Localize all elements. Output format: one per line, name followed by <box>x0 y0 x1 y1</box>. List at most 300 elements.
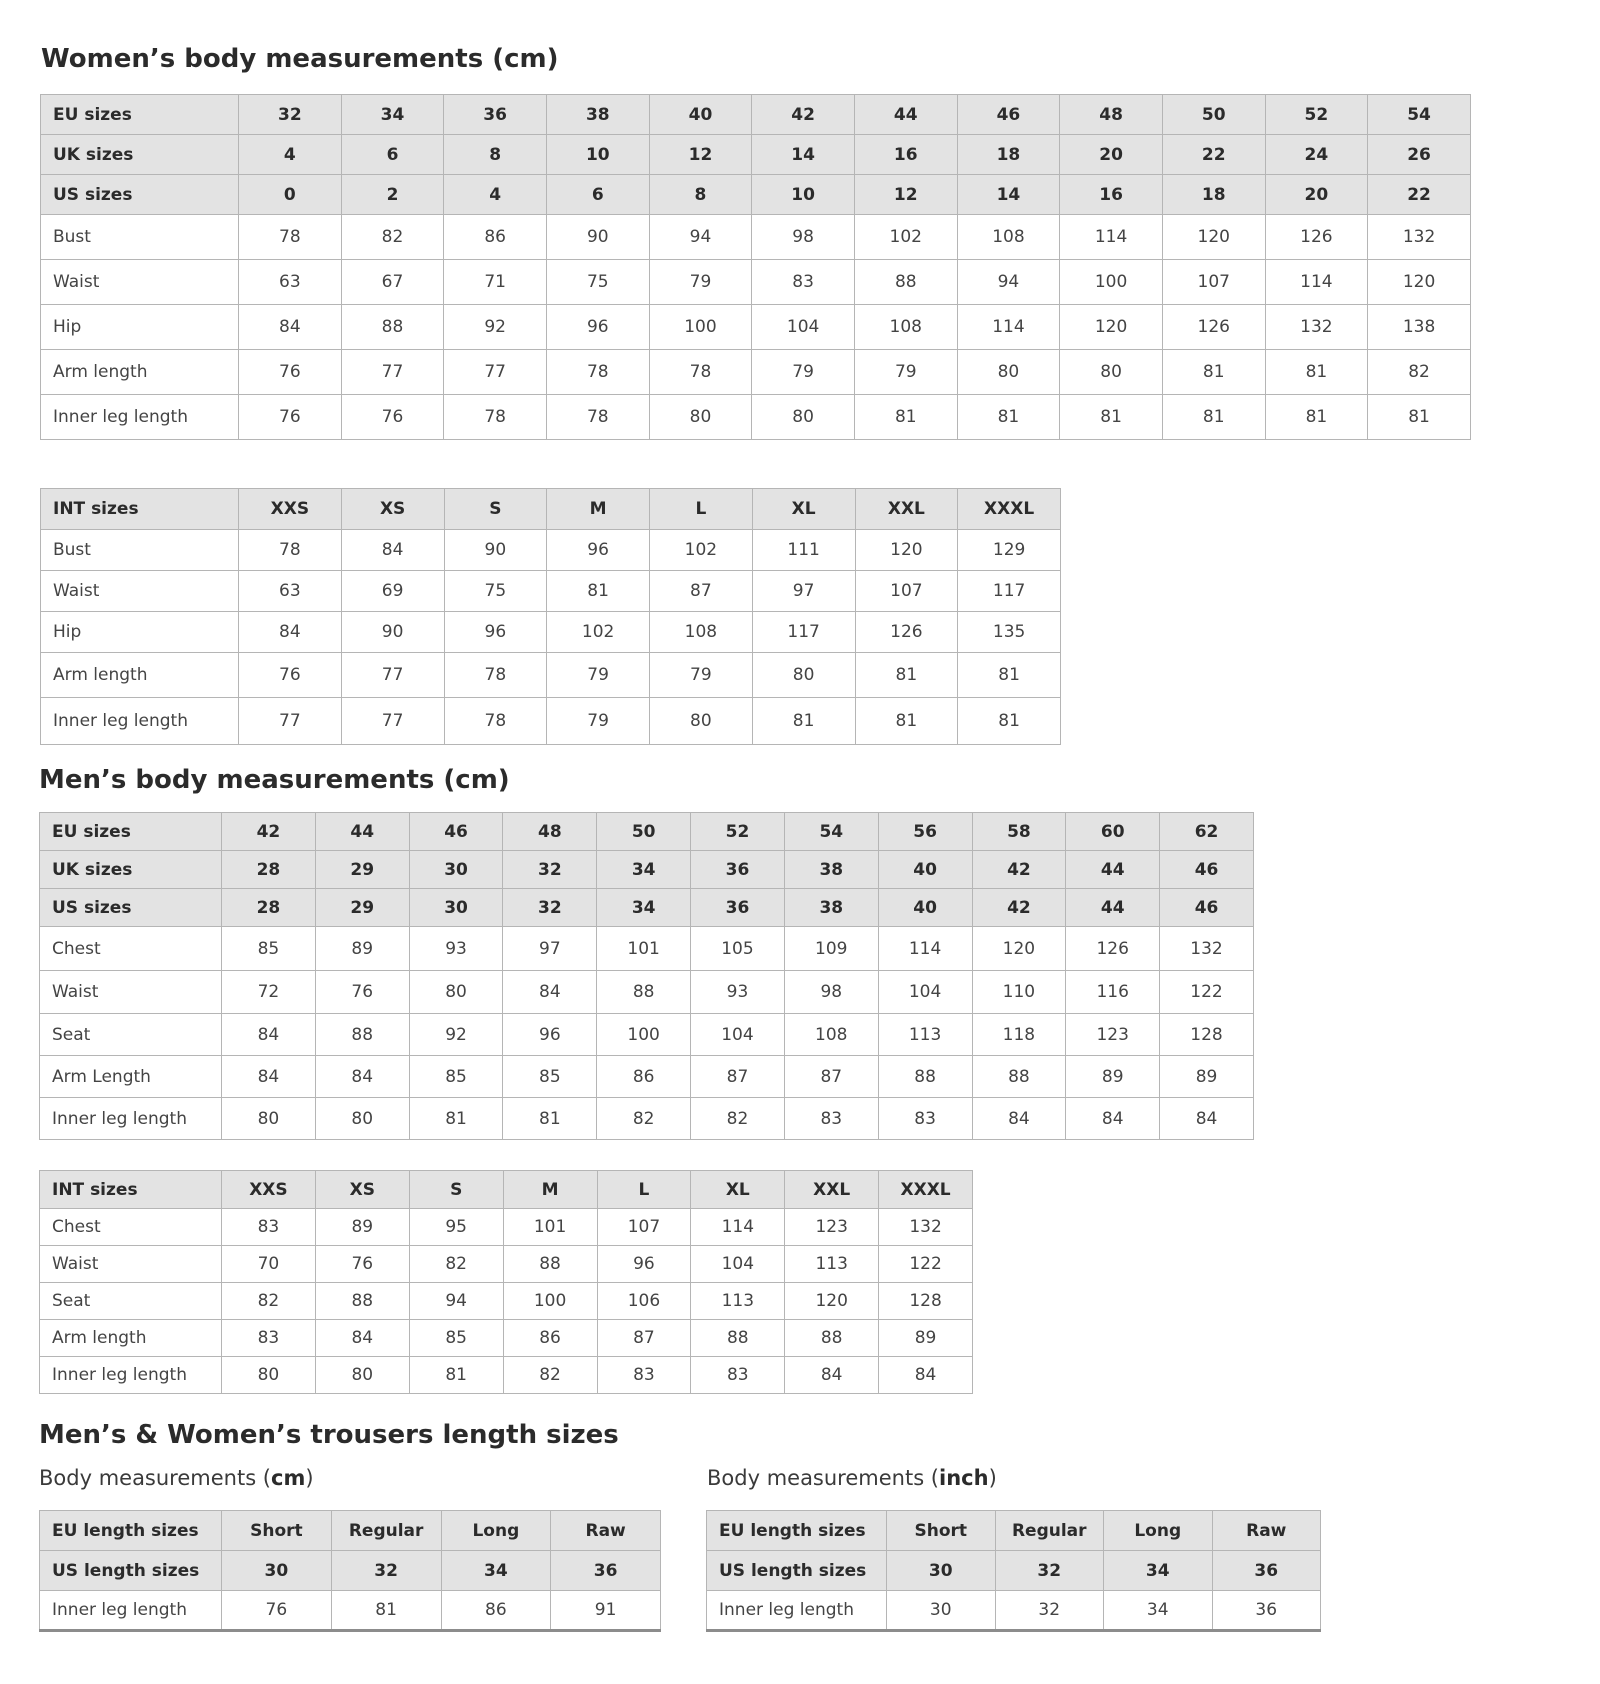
measurement-cell: 120 <box>972 927 1066 971</box>
measurement-cell: 128 <box>879 1283 973 1320</box>
measurement-cell: 114 <box>878 927 972 971</box>
measurement-cell: 87 <box>784 1056 878 1098</box>
measurement-cell: 105 <box>691 927 785 971</box>
measurement-cell: 30 <box>887 1591 996 1631</box>
measurement-cell: 92 <box>444 305 547 350</box>
size-header-cell: 8 <box>649 175 752 215</box>
size-header-cell: 60 <box>1066 813 1160 851</box>
measurement-cell: 78 <box>239 215 342 260</box>
measurement-cell: 92 <box>409 1014 503 1056</box>
size-header-cell: 26 <box>1368 135 1471 175</box>
measurement-cell: 108 <box>650 612 753 653</box>
measurement-cell: 80 <box>315 1098 409 1140</box>
size-header-cell: 30 <box>409 889 503 927</box>
size-header-cell: XS <box>341 489 444 530</box>
measurement-cell: 81 <box>1162 395 1265 440</box>
measurement-cell: 77 <box>341 698 444 745</box>
measurement-cell: 117 <box>958 571 1061 612</box>
size-header-cell: 28 <box>222 889 316 927</box>
measurement-cell: 120 <box>785 1283 879 1320</box>
size-header-cell: 32 <box>331 1551 441 1591</box>
size-header-cell: M <box>503 1171 597 1209</box>
size-header-cell: XXXL <box>958 489 1061 530</box>
measurement-cell: 87 <box>691 1056 785 1098</box>
trousers-cm-subtitle <box>39 1466 314 1490</box>
measurement-cell: 86 <box>597 1056 691 1098</box>
measurement-cell: 76 <box>315 971 409 1014</box>
row-label: Inner leg length <box>41 395 239 440</box>
size-header-cell: 30 <box>409 851 503 889</box>
measurement-cell: 79 <box>547 653 650 698</box>
size-header-cell: Long <box>1104 1511 1213 1551</box>
measurement-cell: 85 <box>409 1320 503 1357</box>
size-header-cell: 48 <box>1060 95 1163 135</box>
size-header-cell: 38 <box>784 889 878 927</box>
measurement-cell: 82 <box>691 1098 785 1140</box>
row-label: EU sizes <box>40 813 222 851</box>
measurement-cell: 84 <box>341 530 444 571</box>
size-header-cell: 32 <box>503 851 597 889</box>
table-row <box>40 1014 1254 1056</box>
size-header-cell: 46 <box>957 95 1060 135</box>
size-header-cell: 44 <box>1066 851 1160 889</box>
size-header-cell: 10 <box>546 135 649 175</box>
size-header-cell: 34 <box>597 851 691 889</box>
size-header-cell: 6 <box>546 175 649 215</box>
size-header-cell: Raw <box>1212 1511 1321 1551</box>
measurement-cell: 71 <box>444 260 547 305</box>
measurement-cell: 110 <box>972 971 1066 1014</box>
men-eu-size-table <box>39 812 1254 1140</box>
size-header-cell: 46 <box>1160 851 1254 889</box>
size-header-cell: 46 <box>409 813 503 851</box>
measurement-cell: 78 <box>444 698 547 745</box>
measurement-cell: 81 <box>331 1591 441 1631</box>
size-header-cell: 44 <box>1066 889 1160 927</box>
size-header-cell: 6 <box>341 135 444 175</box>
measurement-cell: 80 <box>957 350 1060 395</box>
trousers-cm-subtitle-prefix: Body measurements ( <box>39 1466 272 1490</box>
size-header-cell: 30 <box>887 1551 996 1591</box>
size-header-cell: 54 <box>784 813 878 851</box>
row-label: Arm length <box>40 1320 222 1357</box>
measurement-cell: 77 <box>239 698 342 745</box>
size-header-cell: Regular <box>995 1511 1104 1551</box>
measurement-cell: 67 <box>341 260 444 305</box>
size-header-cell: 0 <box>239 175 342 215</box>
measurement-cell: 75 <box>444 571 547 612</box>
row-label: US sizes <box>41 175 239 215</box>
measurement-cell: 80 <box>409 971 503 1014</box>
measurement-cell: 108 <box>957 215 1060 260</box>
trousers-cm-subtitle-suffix: ) <box>305 1466 314 1490</box>
row-label: US length sizes <box>707 1551 887 1591</box>
measurement-cell: 78 <box>649 350 752 395</box>
table-row <box>40 1283 973 1320</box>
table-row <box>41 305 1471 350</box>
measurement-cell: 106 <box>597 1283 691 1320</box>
measurement-cell: 83 <box>691 1357 785 1394</box>
measurement-cell: 84 <box>1160 1098 1254 1140</box>
measurement-cell: 88 <box>878 1056 972 1098</box>
header-row <box>41 175 1471 215</box>
row-label: Waist <box>40 1246 222 1283</box>
table-row <box>40 1246 973 1283</box>
measurement-cell: 111 <box>752 530 855 571</box>
measurement-cell: 104 <box>691 1246 785 1283</box>
header-row <box>40 1511 661 1551</box>
size-header-cell: XL <box>752 489 855 530</box>
measurement-cell: 84 <box>972 1098 1066 1140</box>
measurement-cell: 85 <box>222 927 316 971</box>
row-label: Arm length <box>41 350 239 395</box>
row-label: Inner leg length <box>40 1357 222 1394</box>
size-header-cell: 36 <box>551 1551 661 1591</box>
measurement-cell: 88 <box>972 1056 1066 1098</box>
measurement-cell: 104 <box>878 971 972 1014</box>
size-header-cell: XXL <box>785 1171 879 1209</box>
size-header-cell: L <box>650 489 753 530</box>
measurement-cell: 81 <box>409 1098 503 1140</box>
measurement-cell: 102 <box>650 530 753 571</box>
measurement-cell: 79 <box>650 653 753 698</box>
size-header-cell: S <box>444 489 547 530</box>
size-header-cell: 50 <box>1162 95 1265 135</box>
header-row <box>40 889 1254 927</box>
measurement-cell: 100 <box>1060 260 1163 305</box>
measurement-cell: 83 <box>878 1098 972 1140</box>
measurement-cell: 120 <box>855 530 958 571</box>
size-header-cell: Short <box>222 1511 332 1551</box>
row-label: US sizes <box>40 889 222 927</box>
measurement-cell: 81 <box>957 395 1060 440</box>
measurement-cell: 76 <box>239 350 342 395</box>
measurement-cell: 80 <box>650 698 753 745</box>
measurement-cell: 108 <box>784 1014 878 1056</box>
row-label: EU sizes <box>41 95 239 135</box>
size-header-cell: 40 <box>878 851 972 889</box>
measurement-cell: 128 <box>1160 1014 1254 1056</box>
measurement-cell: 81 <box>1265 350 1368 395</box>
size-header-cell: 50 <box>597 813 691 851</box>
size-header-cell: Regular <box>331 1511 441 1551</box>
header-row <box>41 135 1471 175</box>
measurement-cell: 88 <box>597 971 691 1014</box>
size-header-cell: 34 <box>597 889 691 927</box>
table-row <box>41 260 1471 305</box>
measurement-cell: 82 <box>1368 350 1471 395</box>
measurement-cell: 93 <box>691 971 785 1014</box>
measurement-cell: 116 <box>1066 971 1160 1014</box>
measurement-cell: 83 <box>222 1320 316 1357</box>
measurement-cell: 76 <box>341 395 444 440</box>
size-header-cell: 2 <box>341 175 444 215</box>
size-header-cell: 36 <box>1212 1551 1321 1591</box>
size-header-cell: 42 <box>972 851 1066 889</box>
row-label: INT sizes <box>40 1171 222 1209</box>
row-label: Inner leg length <box>707 1591 887 1631</box>
row-label: Seat <box>40 1014 222 1056</box>
size-header-cell: 38 <box>784 851 878 889</box>
measurement-cell: 126 <box>1066 927 1160 971</box>
measurement-cell: 96 <box>597 1246 691 1283</box>
size-header-cell: 28 <box>222 851 316 889</box>
measurement-cell: 88 <box>503 1246 597 1283</box>
row-label: Waist <box>41 571 239 612</box>
men-title: Men’s body measurements (cm) <box>39 765 510 795</box>
size-header-cell: 48 <box>503 813 597 851</box>
measurement-cell: 84 <box>785 1357 879 1394</box>
measurement-cell: 81 <box>855 698 958 745</box>
measurement-cell: 80 <box>315 1357 409 1394</box>
table-row <box>41 612 1061 653</box>
measurement-cell: 88 <box>315 1283 409 1320</box>
size-header-cell: 32 <box>503 889 597 927</box>
measurement-cell: 79 <box>649 260 752 305</box>
measurement-cell: 63 <box>239 260 342 305</box>
size-header-cell: XXL <box>855 489 958 530</box>
measurement-cell: 104 <box>752 305 855 350</box>
size-header-cell: 42 <box>752 95 855 135</box>
measurement-cell: 77 <box>341 653 444 698</box>
measurement-cell: 135 <box>958 612 1061 653</box>
women-eu-size-table <box>40 94 1471 440</box>
measurement-cell: 83 <box>597 1357 691 1394</box>
measurement-cell: 81 <box>958 653 1061 698</box>
row-label: UK sizes <box>41 135 239 175</box>
table-row <box>41 215 1471 260</box>
trousers-inch-subtitle-suffix: ) <box>988 1466 997 1490</box>
measurement-cell: 84 <box>315 1056 409 1098</box>
trousers-inch-table <box>706 1510 1321 1632</box>
header-row <box>707 1551 1321 1591</box>
measurement-cell: 84 <box>239 612 342 653</box>
row-label: Arm Length <box>40 1056 222 1098</box>
measurement-cell: 81 <box>752 698 855 745</box>
measurement-cell: 85 <box>503 1056 597 1098</box>
trousers-inch-subtitle <box>707 1466 997 1490</box>
size-header-cell: 32 <box>995 1551 1104 1591</box>
measurement-cell: 81 <box>503 1098 597 1140</box>
size-header-cell: 34 <box>441 1551 551 1591</box>
size-header-cell: Long <box>441 1511 551 1551</box>
size-header-cell: 10 <box>752 175 855 215</box>
measurement-cell: 91 <box>551 1591 661 1631</box>
measurement-cell: 81 <box>958 698 1061 745</box>
measurement-cell: 76 <box>222 1591 332 1631</box>
measurement-cell: 114 <box>1265 260 1368 305</box>
measurement-cell: 78 <box>444 395 547 440</box>
size-header-cell: 36 <box>691 889 785 927</box>
measurement-cell: 114 <box>957 305 1060 350</box>
size-header-cell: M <box>547 489 650 530</box>
size-header-cell: 8 <box>444 135 547 175</box>
size-header-cell: 42 <box>222 813 316 851</box>
header-row <box>40 1551 661 1591</box>
measurement-cell: 88 <box>691 1320 785 1357</box>
table-row <box>41 350 1471 395</box>
measurement-cell: 81 <box>855 653 958 698</box>
measurement-cell: 88 <box>341 305 444 350</box>
size-header-cell: 34 <box>341 95 444 135</box>
row-label: Hip <box>41 305 239 350</box>
trousers-title: Men’s & Women’s trousers length sizes <box>39 1420 619 1450</box>
measurement-cell: 114 <box>1060 215 1163 260</box>
row-label: Waist <box>41 260 239 305</box>
measurement-cell: 83 <box>752 260 855 305</box>
measurement-cell: 118 <box>972 1014 1066 1056</box>
table-row <box>40 1320 973 1357</box>
measurement-cell: 107 <box>855 571 958 612</box>
measurement-cell: 113 <box>785 1246 879 1283</box>
row-label: Chest <box>40 1209 222 1246</box>
measurement-cell: 82 <box>503 1357 597 1394</box>
size-header-cell: 34 <box>1104 1551 1213 1591</box>
measurement-cell: 94 <box>957 260 1060 305</box>
measurement-cell: 80 <box>752 653 855 698</box>
measurement-cell: 120 <box>1060 305 1163 350</box>
size-header-cell: 44 <box>854 95 957 135</box>
measurement-cell: 82 <box>597 1098 691 1140</box>
size-header-cell: 4 <box>444 175 547 215</box>
measurement-cell: 87 <box>650 571 753 612</box>
size-header-cell: 32 <box>239 95 342 135</box>
measurement-cell: 75 <box>546 260 649 305</box>
measurement-cell: 90 <box>546 215 649 260</box>
size-header-cell: XXS <box>222 1171 316 1209</box>
measurement-cell: 79 <box>854 350 957 395</box>
measurement-cell: 104 <box>691 1014 785 1056</box>
size-header-cell: XS <box>315 1171 409 1209</box>
measurement-cell: 97 <box>503 927 597 971</box>
size-header-cell: 4 <box>239 135 342 175</box>
measurement-cell: 78 <box>444 653 547 698</box>
measurement-cell: 122 <box>1160 971 1254 1014</box>
size-header-cell: 12 <box>649 135 752 175</box>
size-header-cell: 58 <box>972 813 1066 851</box>
measurement-cell: 85 <box>409 1056 503 1098</box>
measurement-cell: 123 <box>785 1209 879 1246</box>
measurement-cell: 109 <box>784 927 878 971</box>
size-header-cell: XXXL <box>879 1171 973 1209</box>
measurement-cell: 126 <box>1265 215 1368 260</box>
measurement-cell: 94 <box>409 1283 503 1320</box>
measurement-cell: 86 <box>503 1320 597 1357</box>
measurement-cell: 83 <box>222 1209 316 1246</box>
table-row <box>40 1591 661 1631</box>
measurement-cell: 108 <box>854 305 957 350</box>
size-header-cell: 29 <box>315 851 409 889</box>
measurement-cell: 132 <box>1265 305 1368 350</box>
measurement-cell: 132 <box>1160 927 1254 971</box>
measurement-cell: 69 <box>341 571 444 612</box>
size-header-cell: 56 <box>878 813 972 851</box>
trousers-cm-table <box>39 1510 661 1632</box>
measurement-cell: 132 <box>1368 215 1471 260</box>
header-row <box>40 813 1254 851</box>
measurement-cell: 101 <box>597 927 691 971</box>
row-label: Hip <box>41 612 239 653</box>
measurement-cell: 90 <box>444 530 547 571</box>
size-header-cell: 24 <box>1265 135 1368 175</box>
header-row <box>707 1511 1321 1551</box>
measurement-cell: 78 <box>546 395 649 440</box>
measurement-cell: 113 <box>878 1014 972 1056</box>
measurement-cell: 84 <box>315 1320 409 1357</box>
measurement-cell: 32 <box>995 1591 1104 1631</box>
header-row <box>41 489 1061 530</box>
size-header-cell: 38 <box>546 95 649 135</box>
measurement-cell: 100 <box>649 305 752 350</box>
row-label: Waist <box>40 971 222 1014</box>
measurement-cell: 126 <box>1162 305 1265 350</box>
measurement-cell: 86 <box>441 1591 551 1631</box>
measurement-cell: 76 <box>315 1246 409 1283</box>
measurement-cell: 84 <box>222 1056 316 1098</box>
header-row <box>40 851 1254 889</box>
measurement-cell: 86 <box>444 215 547 260</box>
measurement-cell: 80 <box>222 1098 316 1140</box>
measurement-cell: 36 <box>1212 1591 1321 1631</box>
trousers-cm-unit: cm <box>271 1466 306 1490</box>
measurement-cell: 82 <box>341 215 444 260</box>
measurement-cell: 80 <box>222 1357 316 1394</box>
measurement-cell: 89 <box>879 1320 973 1357</box>
size-header-cell: 52 <box>1265 95 1368 135</box>
measurement-cell: 87 <box>597 1320 691 1357</box>
row-label: UK sizes <box>40 851 222 889</box>
size-header-cell: Raw <box>551 1511 661 1551</box>
size-header-cell: 18 <box>957 135 1060 175</box>
row-label: Inner leg length <box>41 698 239 745</box>
table-row <box>40 927 1254 971</box>
row-label: Chest <box>40 927 222 971</box>
size-header-cell: L <box>597 1171 691 1209</box>
size-header-cell: 20 <box>1060 135 1163 175</box>
measurement-cell: 76 <box>239 653 342 698</box>
men-int-size-table <box>39 1170 973 1394</box>
measurement-cell: 129 <box>958 530 1061 571</box>
table-row <box>41 571 1061 612</box>
row-label: Bust <box>41 215 239 260</box>
size-header-cell: 42 <box>972 889 1066 927</box>
measurement-cell: 81 <box>547 571 650 612</box>
row-label: US length sizes <box>40 1551 222 1591</box>
measurement-cell: 101 <box>503 1209 597 1246</box>
measurement-cell: 96 <box>503 1014 597 1056</box>
size-header-cell: 20 <box>1265 175 1368 215</box>
measurement-cell: 81 <box>1265 395 1368 440</box>
size-header-cell: 40 <box>649 95 752 135</box>
measurement-cell: 97 <box>752 571 855 612</box>
measurement-cell: 89 <box>315 1209 409 1246</box>
measurement-cell: 100 <box>503 1283 597 1320</box>
measurement-cell: 77 <box>341 350 444 395</box>
size-header-cell: 12 <box>854 175 957 215</box>
measurement-cell: 117 <box>752 612 855 653</box>
table-row <box>41 395 1471 440</box>
trousers-inch-unit: inch <box>939 1466 989 1490</box>
measurement-cell: 76 <box>239 395 342 440</box>
table-row <box>40 1357 973 1394</box>
measurement-cell: 63 <box>239 571 342 612</box>
size-header-cell: 30 <box>222 1551 332 1591</box>
header-row <box>40 1171 973 1209</box>
measurement-cell: 132 <box>879 1209 973 1246</box>
size-header-cell: S <box>409 1171 503 1209</box>
measurement-cell: 93 <box>409 927 503 971</box>
women-int-size-table <box>40 488 1061 745</box>
